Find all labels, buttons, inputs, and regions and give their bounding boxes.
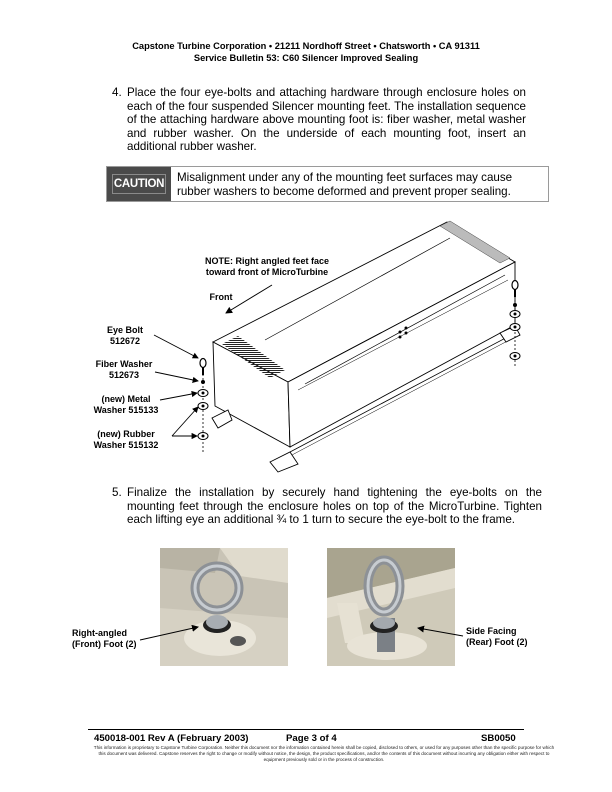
- footer-bulletin-id: SB0050: [481, 733, 516, 744]
- callout-title: (new) Metal: [101, 394, 151, 404]
- diagram-note: [172, 256, 362, 278]
- header-company-line: Capstone Turbine Corporation • 21211 Nordhoff Street • Chatsworth • CA 91311: [132, 41, 480, 51]
- caution-box: [106, 166, 549, 202]
- eye-bolt-icon: [200, 359, 206, 368]
- footer-page-number: Page 3 of 4: [286, 733, 337, 744]
- step-4: [112, 86, 526, 154]
- footer-doc-number: 450018-001 Rev A (February 2003): [94, 733, 249, 744]
- eye-bolt-icon: [512, 281, 518, 290]
- callout-metal-washer: [84, 394, 168, 416]
- eye-bolt-leader: [154, 335, 198, 358]
- rear-foot-arrow: [418, 628, 463, 636]
- callout-fiber-washer: [84, 359, 164, 381]
- rubber-washer-leader-top: [172, 407, 198, 436]
- callout-part-number: Washer 515133: [93, 405, 159, 415]
- footer-rule: [88, 729, 524, 730]
- callout-eye-bolt: [90, 325, 160, 347]
- fiber-washer-icon: [202, 381, 205, 384]
- step-number: 4.: [112, 86, 122, 99]
- front-label: Front: [209, 292, 233, 302]
- caution-line-1: Misalignment under any of the mounting feet surfaces may cause: [177, 171, 513, 184]
- footer-legal-notice: This information is proprietary to Capstone Turbine Corporation. Neither this document nor the information contained herein shall be copied, disclosed to others, or used for any purposes other than the specific purpose for which this document was delivered. Capstone reserves the right to change or modify without notice, the design, the product specifications, and/or the contents of this document without incurring any obligation either with respect to equipment previously sold or in the process of construction.: [93, 745, 555, 763]
- callout-rubber-washer: [84, 429, 168, 451]
- left-hardware-stack: [198, 359, 208, 453]
- step-number: 5.: [112, 486, 122, 499]
- callout-title: Fiber Washer: [95, 359, 153, 369]
- step-5: [112, 486, 542, 527]
- photo-label-line-2: (Front) Foot (2): [72, 639, 137, 649]
- callout-part-number: 512673: [108, 370, 140, 380]
- caution-line-2: rubber washers to become deformed and prevent proper sealing.: [177, 184, 511, 198]
- photo-label-line-1: Right-angled: [72, 628, 127, 638]
- note-line-2: toward front of MicroTurbine: [205, 267, 329, 277]
- callout-title: (new) Rubber: [97, 429, 155, 439]
- callout-part-number: Washer 515132: [93, 440, 159, 450]
- caution-label: CAUTION: [112, 174, 166, 194]
- step-text: Place the four eye-bolts and attaching hardware through enclosure holes on each of the four suspended Silencer mounting feet. The installation sequence of the attaching hardware above mounting foot is: fiber washer, metal washer and rubber washer. On the underside of each mounting foot, insert an additional rubber washer.: [127, 86, 526, 154]
- callout-title: Eye Bolt: [106, 325, 143, 335]
- callout-part-number: 512672: [109, 336, 141, 346]
- photo-leader-arrows: [0, 540, 612, 680]
- caution-badge: [107, 167, 171, 201]
- caution-text: [177, 171, 512, 198]
- step-text: Finalize the installation by securely hand tightening the eye-bolts on the mounting feet through the enclosure holes on top of the MicroTurbine. Tighten each lifting eye an additional ¾ to 1 turn to secure the eye-bolt to the frame.: [127, 486, 542, 527]
- photo-label-line-2: (Rear) Foot (2): [466, 637, 528, 647]
- photo-label-front-foot: [72, 628, 142, 650]
- photo-label-line-1: Side Facing: [466, 626, 517, 636]
- photo-label-rear-foot: [466, 626, 546, 648]
- header-bulletin-title: Service Bulletin 53: C60 Silencer Improved Sealing: [193, 53, 419, 63]
- front-foot-arrow: [140, 627, 198, 640]
- note-line-1: NOTE: Right angled feet face: [204, 256, 329, 266]
